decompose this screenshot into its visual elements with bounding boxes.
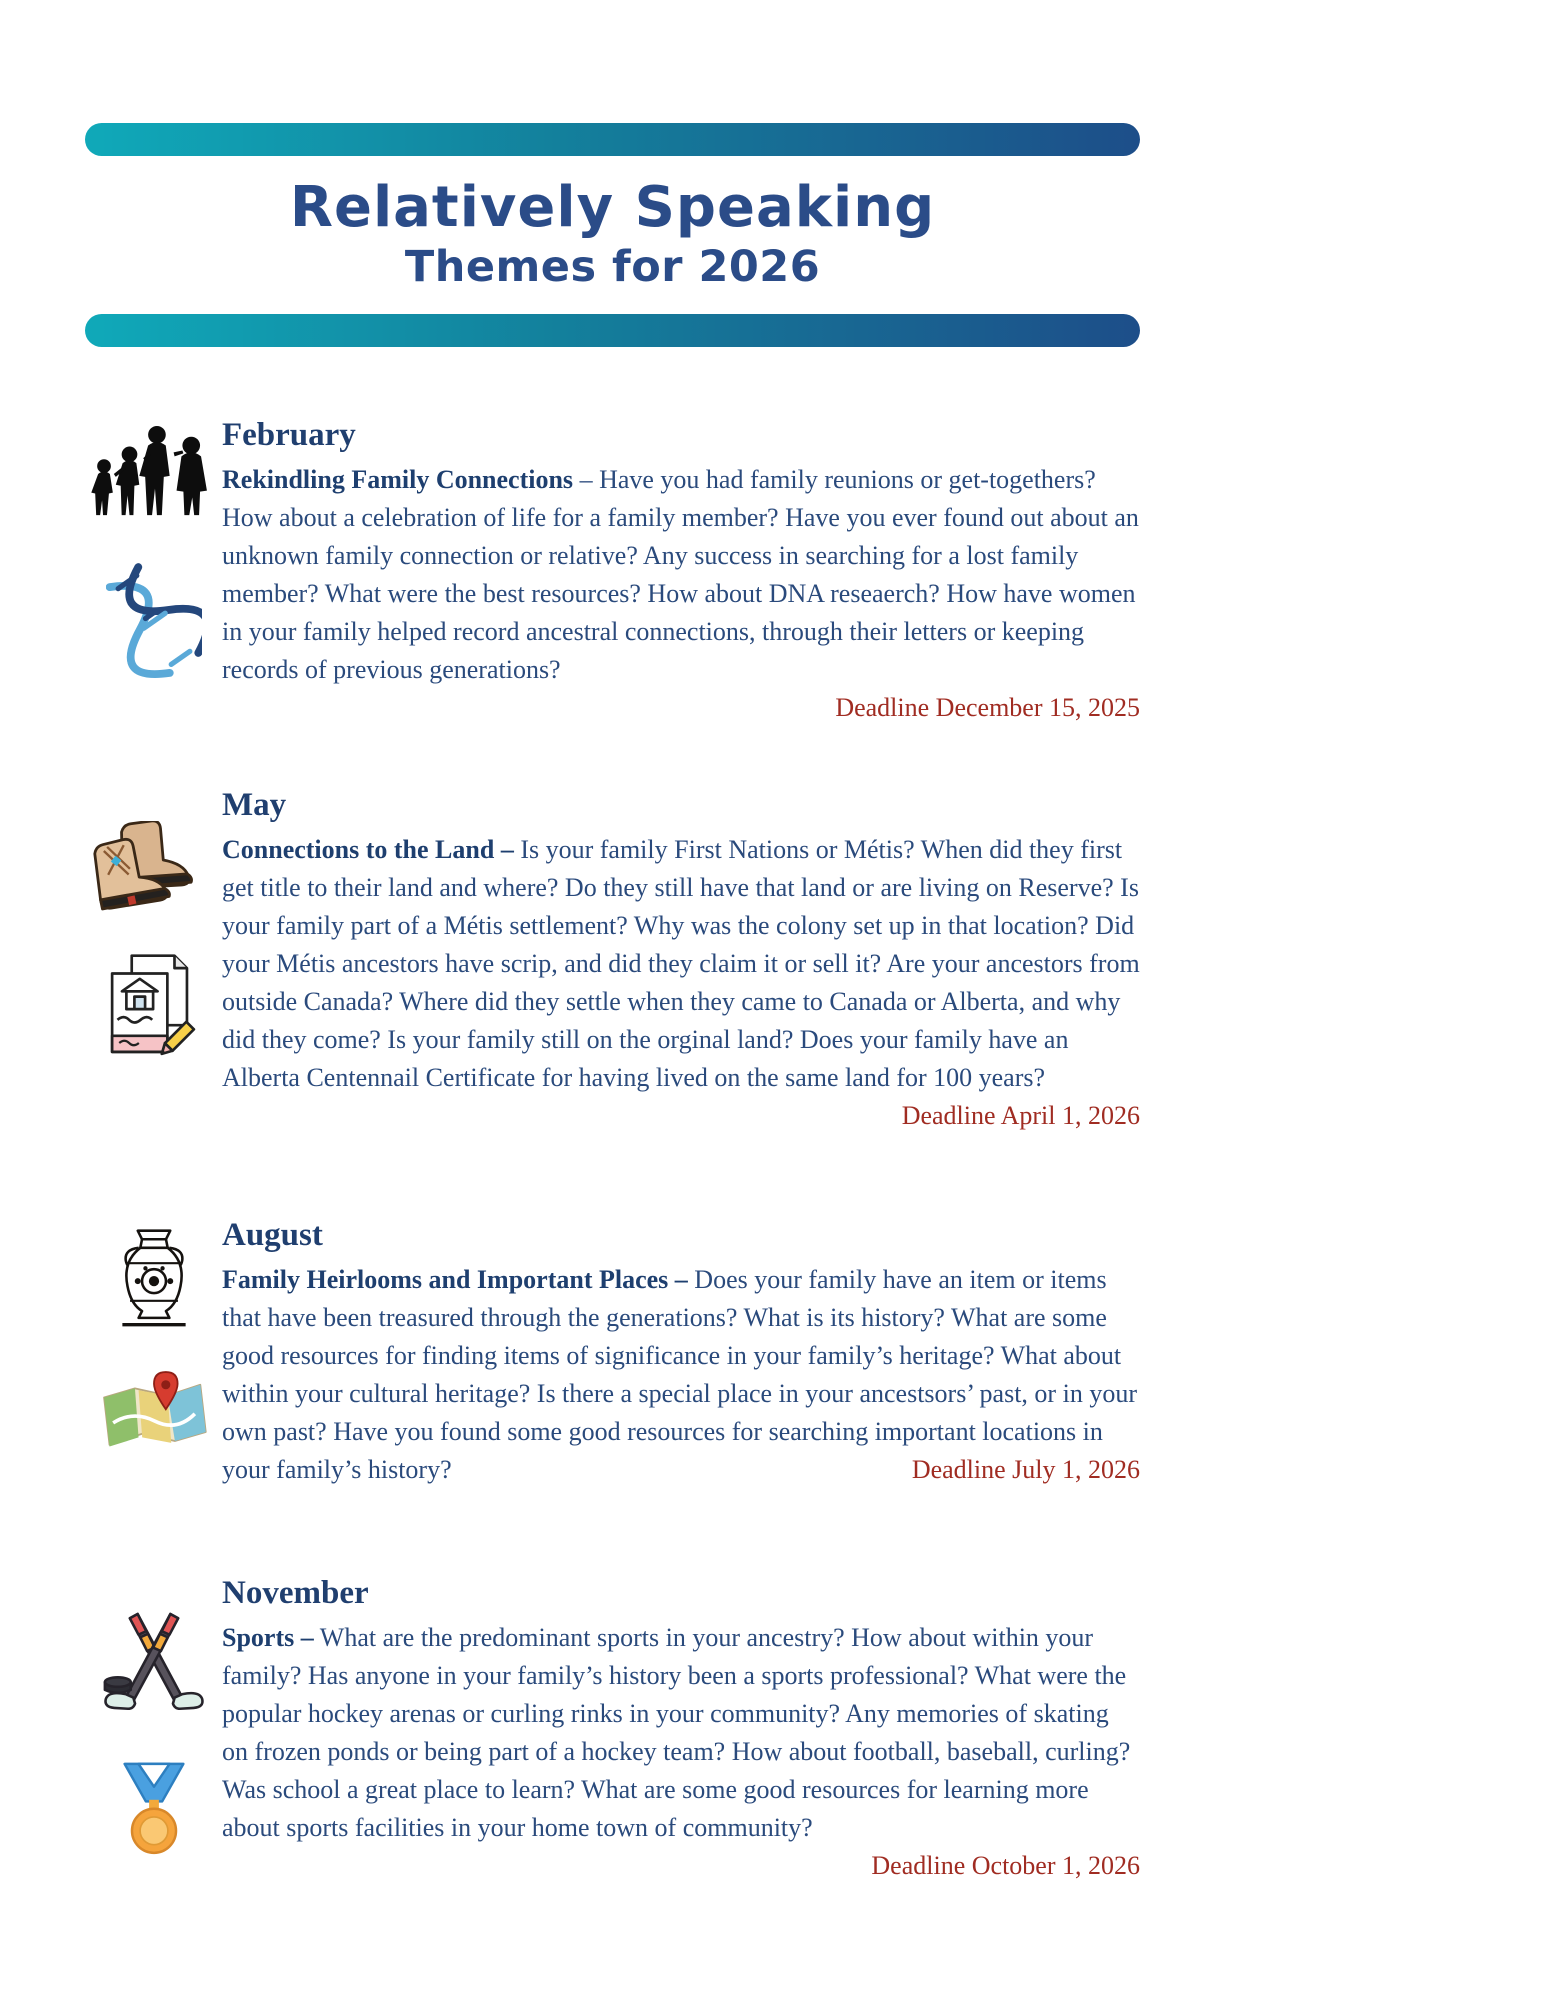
deadline: Deadline October 1, 2026 <box>871 1850 1140 1880</box>
flyer-content <box>85 0 1140 1885</box>
divider-gradient-bar <box>85 314 1140 347</box>
month-heading: February <box>222 416 356 453</box>
month-heading: November <box>222 1574 369 1611</box>
hockey-sticks-puck-icon <box>98 1609 210 1731</box>
deadline: Deadline July 1, 2026 <box>911 1454 1140 1484</box>
may-icons <box>85 785 222 1135</box>
february-icons <box>85 415 222 727</box>
theme-title: Connections to the Land – <box>222 834 514 864</box>
land-title-documents-icon <box>105 949 203 1063</box>
section-august <box>85 1215 1140 1489</box>
page-title: Relatively Speaking <box>289 175 936 240</box>
medal-icon <box>113 1759 195 1861</box>
february-text <box>222 415 1140 727</box>
november-text <box>222 1573 1140 1885</box>
theme-paragraph <box>222 831 1140 1130</box>
section-may <box>85 785 1140 1135</box>
dna-helix-icon <box>106 559 202 681</box>
august-text <box>222 1215 1140 1489</box>
moccasins-icon <box>93 821 215 923</box>
theme-title: Family Heirlooms and Important Places – <box>222 1264 688 1294</box>
theme-title: Sports – <box>222 1622 314 1652</box>
theme-description: Is your family First Nations or Métis? When did they first get title to their land and where? Do they still have that land or are living on Reserve? Is your family part of a Métis settlement? Why was the colony set up in that location? Did your Métis ancestors have scrip, and did they claim it or sell it? Are your ancestors from outside Canada? Where did they settle when they came to Canada or Alberta, and why did they come? Is your family still on the orginal land? Does your family have an Alberta Centennail Certificate for having lived on the same land for 100 years? <box>222 834 1140 1092</box>
section-november <box>85 1573 1140 1885</box>
may-text <box>222 785 1140 1135</box>
theme-paragraph <box>222 461 1140 727</box>
theme-paragraph <box>222 1261 1140 1489</box>
month-heading: May <box>222 786 287 823</box>
august-icons <box>85 1215 222 1489</box>
theme-description: Does your family have an item or items that have been treasured through the generations? What is its history? What are some good resources for finding items of significance in your family’s heritage? What about within your cultural heritage? Is there a special place in your ancestsors’ past, or in your own past? Have you found some good resources for searching important locations in your family’s history? <box>222 1264 1137 1484</box>
deadline: Deadline April 1, 2026 <box>901 1100 1140 1130</box>
top-gradient-bar <box>85 123 1140 156</box>
theme-paragraph <box>222 1619 1140 1885</box>
heirloom-vase-icon <box>107 1219 201 1339</box>
theme-description: What are the predominant sports in your ancestry? How about within your family? Has anyone in your family’s history been a sports professional? What were the popular hockey arenas or curling rinks in your community? Any memories of skating on frozen ponds or being part of a hockey team? How about football, baseball, curling? Was school a great place to learn? What are some good resources for learning more about sports facilities in your home town of community? <box>222 1622 1131 1842</box>
november-icons <box>85 1573 222 1885</box>
deadline: Deadline December 15, 2025 <box>835 692 1140 722</box>
theme-title: Rekindling Family Connections <box>222 464 574 494</box>
page-subtitle: Themes for 2026 <box>404 242 821 293</box>
theme-description: – Have you had family reunions or get-togethers? How about a celebration of life for a family member? Have you ever found out about an unknown family connection or relative? Any success in searching for a lost family member? What were the best resources? How about DNA reseaerch? How have women in your family helped record ancestral connections, through their letters or keeping records of previous generations? <box>222 464 1139 684</box>
month-heading: August <box>222 1216 323 1253</box>
map-location-pin-icon <box>95 1365 213 1459</box>
family-silhouette-icon <box>90 423 218 521</box>
section-february <box>85 415 1140 727</box>
